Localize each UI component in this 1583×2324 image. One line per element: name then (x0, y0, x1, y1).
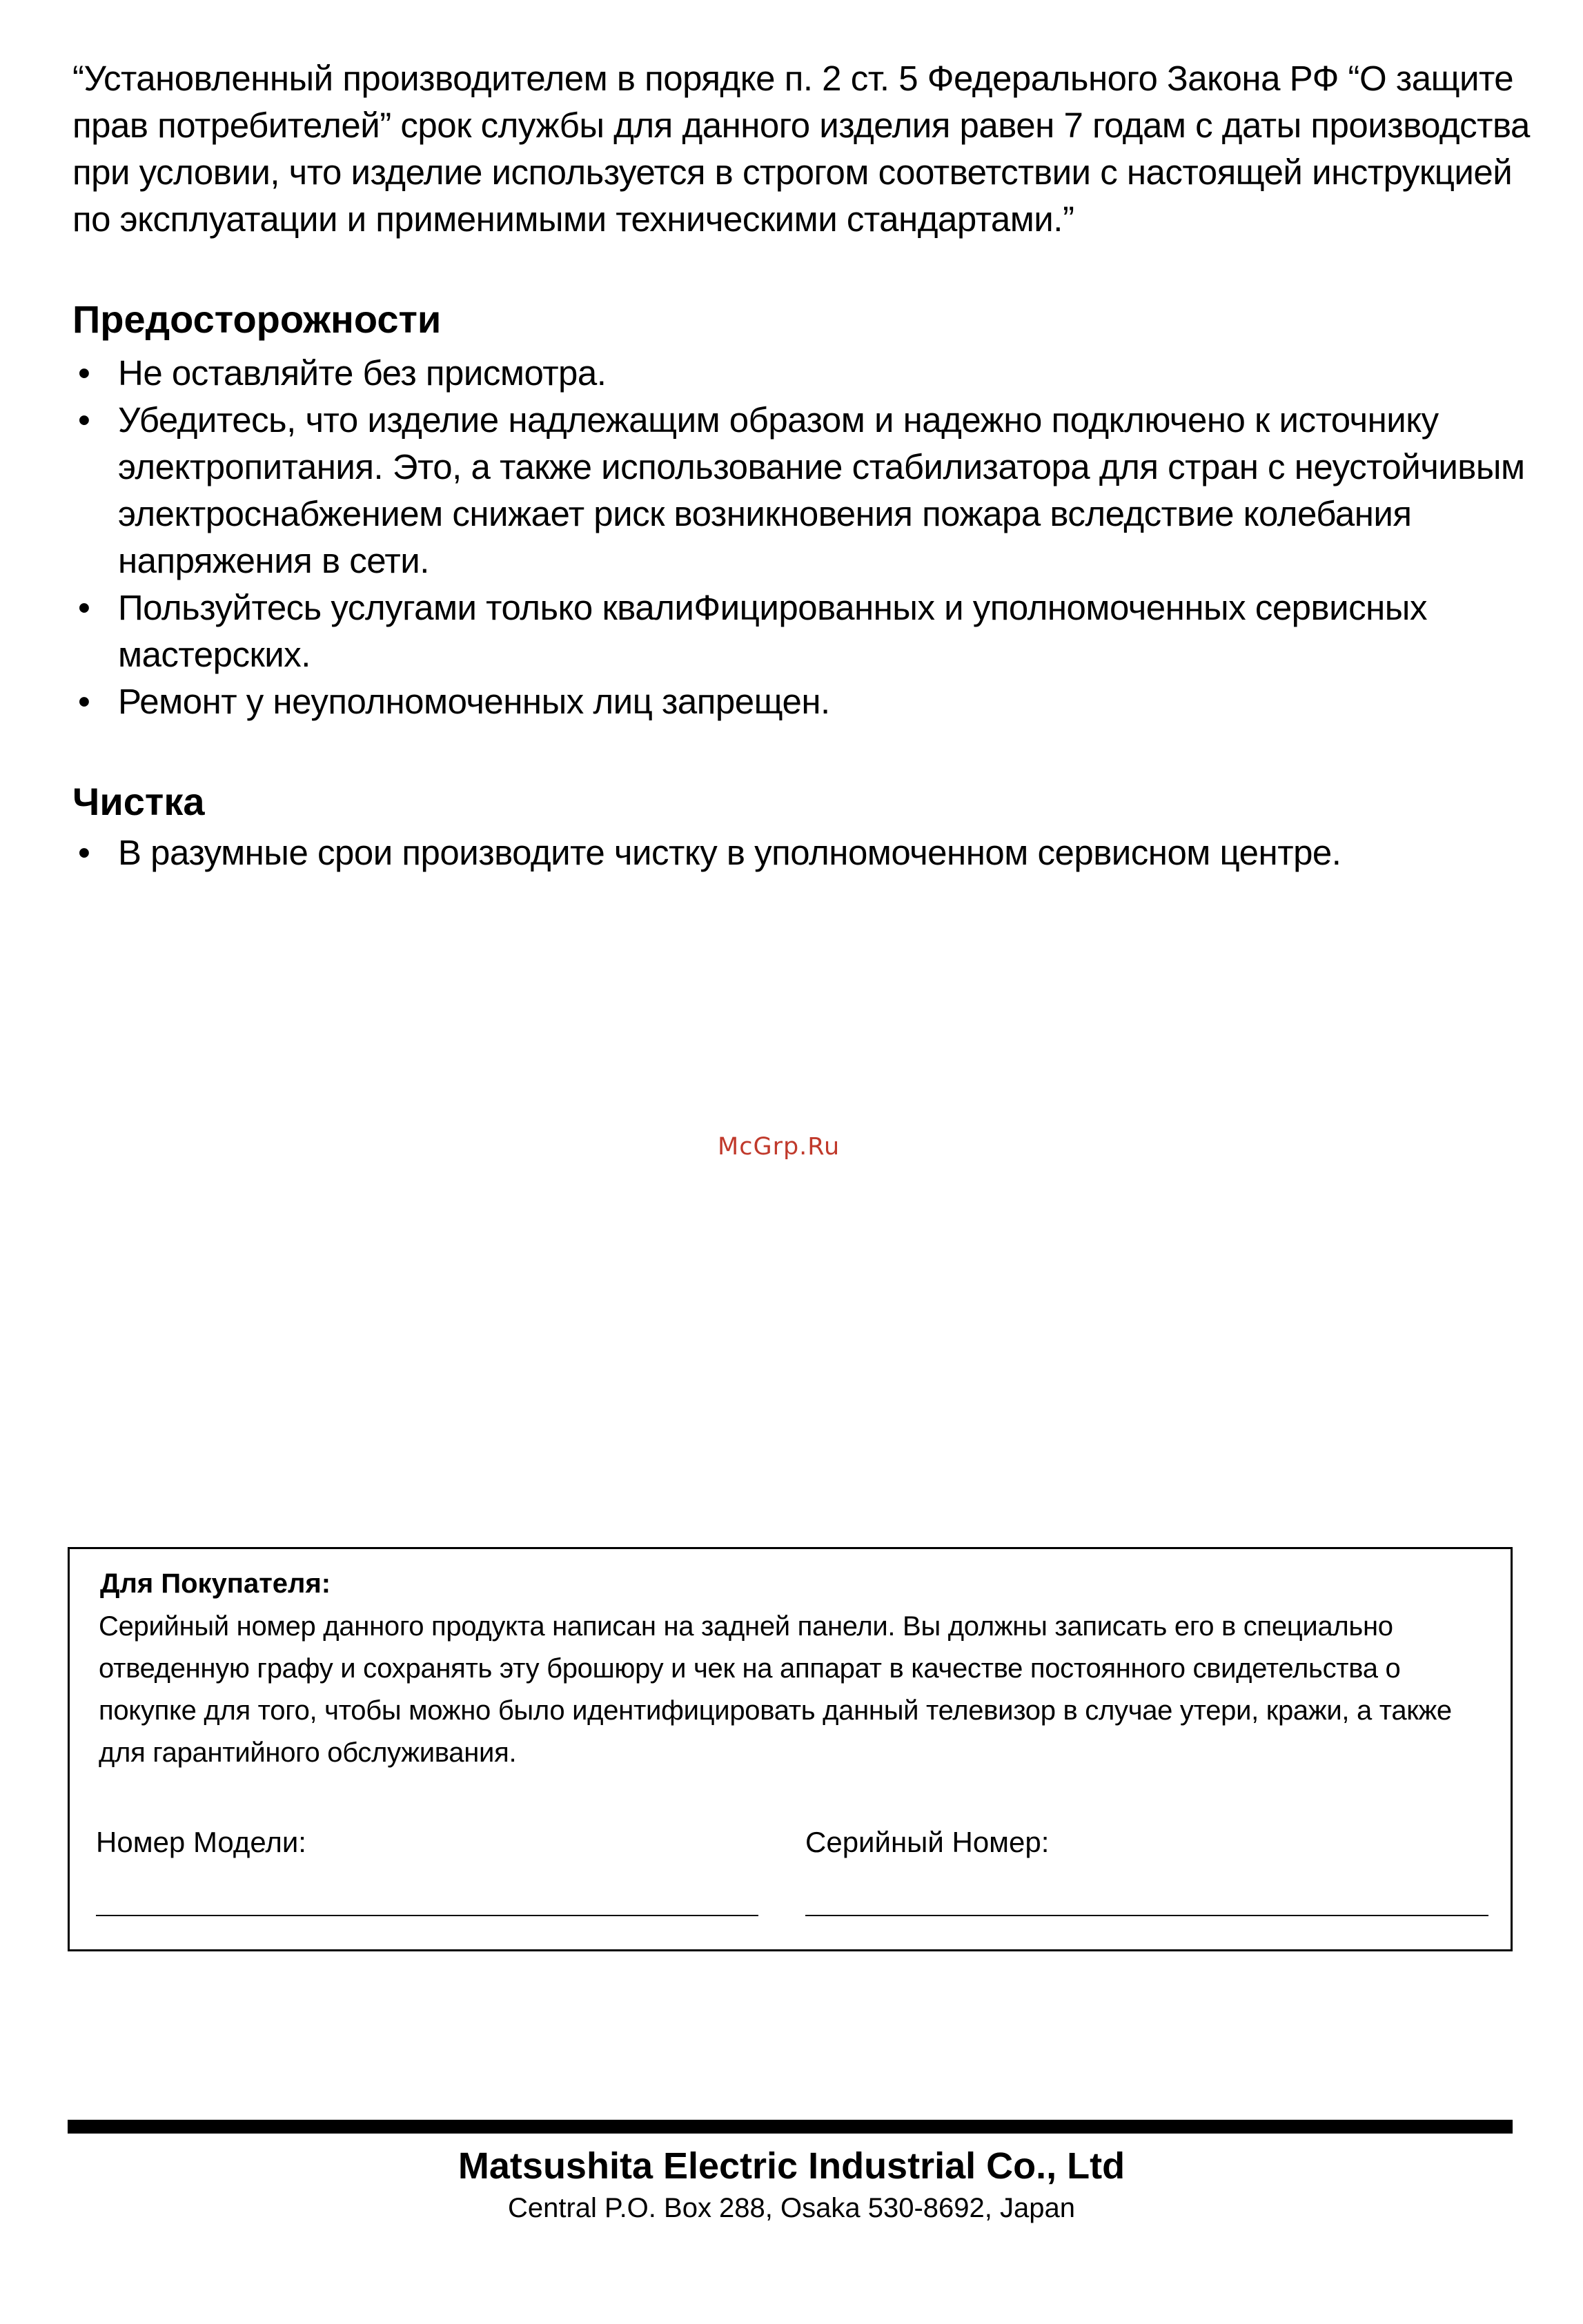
bullet-icon: • (78, 400, 90, 440)
bullet-icon: • (78, 833, 90, 872)
list-item (72, 397, 1535, 584)
precaution-text: Ремонт у неуполномоченных лиц запрещен. (118, 682, 830, 721)
cleaning-heading: Чистка (72, 780, 205, 823)
model-number-field (96, 1825, 758, 1922)
buyer-box-title: Для Покупателя: (100, 1568, 331, 1599)
bullet-icon: • (78, 682, 90, 721)
cleaning-text: В разумные срои производите чистку в уполномоченном сервисном центре. (118, 833, 1341, 872)
list-item (72, 584, 1535, 678)
list-item (72, 350, 1535, 397)
precautions-list (72, 350, 1535, 725)
bullet-icon: • (78, 588, 90, 627)
warranty-statement: “Установленный производителем в порядке п. 2 ст. 5 Федерального Закона РФ “О защите прав потребителей” срок службы для данного изделия равен 7 годам с даты производства при условии, что изделие используется в строгом соответствии с настоящей инструкцией по эксплуатации и применимыми техническими стандартами.” (72, 59, 1530, 239)
model-number-label: Номер Модели: (96, 1826, 306, 1858)
precaution-text: Пользуйтесь услугами только квалиФицированных и уполномоченных сервисных мастерских. (118, 588, 1427, 674)
company-address: Central P.O. Box 288, Osaka 530-8692, Japan (507, 2193, 1075, 2223)
footer-divider (68, 2120, 1513, 2134)
serial-number-field (805, 1825, 1488, 1922)
precautions-heading: Предосторожности (72, 297, 442, 341)
list-item (72, 678, 1535, 725)
buyer-info-box (68, 1547, 1513, 1951)
precaution-text: Убедитесь, что изделие надлежащим образом и надежно подключено к источнику электропитания. Это, а также использование стабилизатора для стран с неустойчивым электроснабжением снижает риск возникновения пожара вследствие колебания напряжения в сети. (118, 400, 1525, 580)
serial-number-label: Серийный Номер: (805, 1826, 1050, 1858)
bullet-icon: • (78, 353, 90, 393)
serial-number-line (805, 1915, 1488, 1916)
watermark: McGrp.Ru (718, 1133, 840, 1161)
precaution-text: Не оставляйте без присмотра. (118, 353, 607, 393)
buyer-box-text: Серийный номер данного продукта написан на задней панели. Вы должны записать его в специально отведенную графу и сохранять эту брошюру и чек на аппарат в качестве постоянного свидетельства о покупке для того, чтобы можно было идентифицировать данный телевизор в случае утери, кражи, а также для гарантийного обслуживания. (99, 1611, 1452, 1768)
company-name: Matsushita Electric Industrial Co., Ltd (458, 2145, 1125, 2187)
list-item (72, 829, 1535, 876)
model-number-line (96, 1915, 758, 1916)
cleaning-list (72, 829, 1535, 876)
